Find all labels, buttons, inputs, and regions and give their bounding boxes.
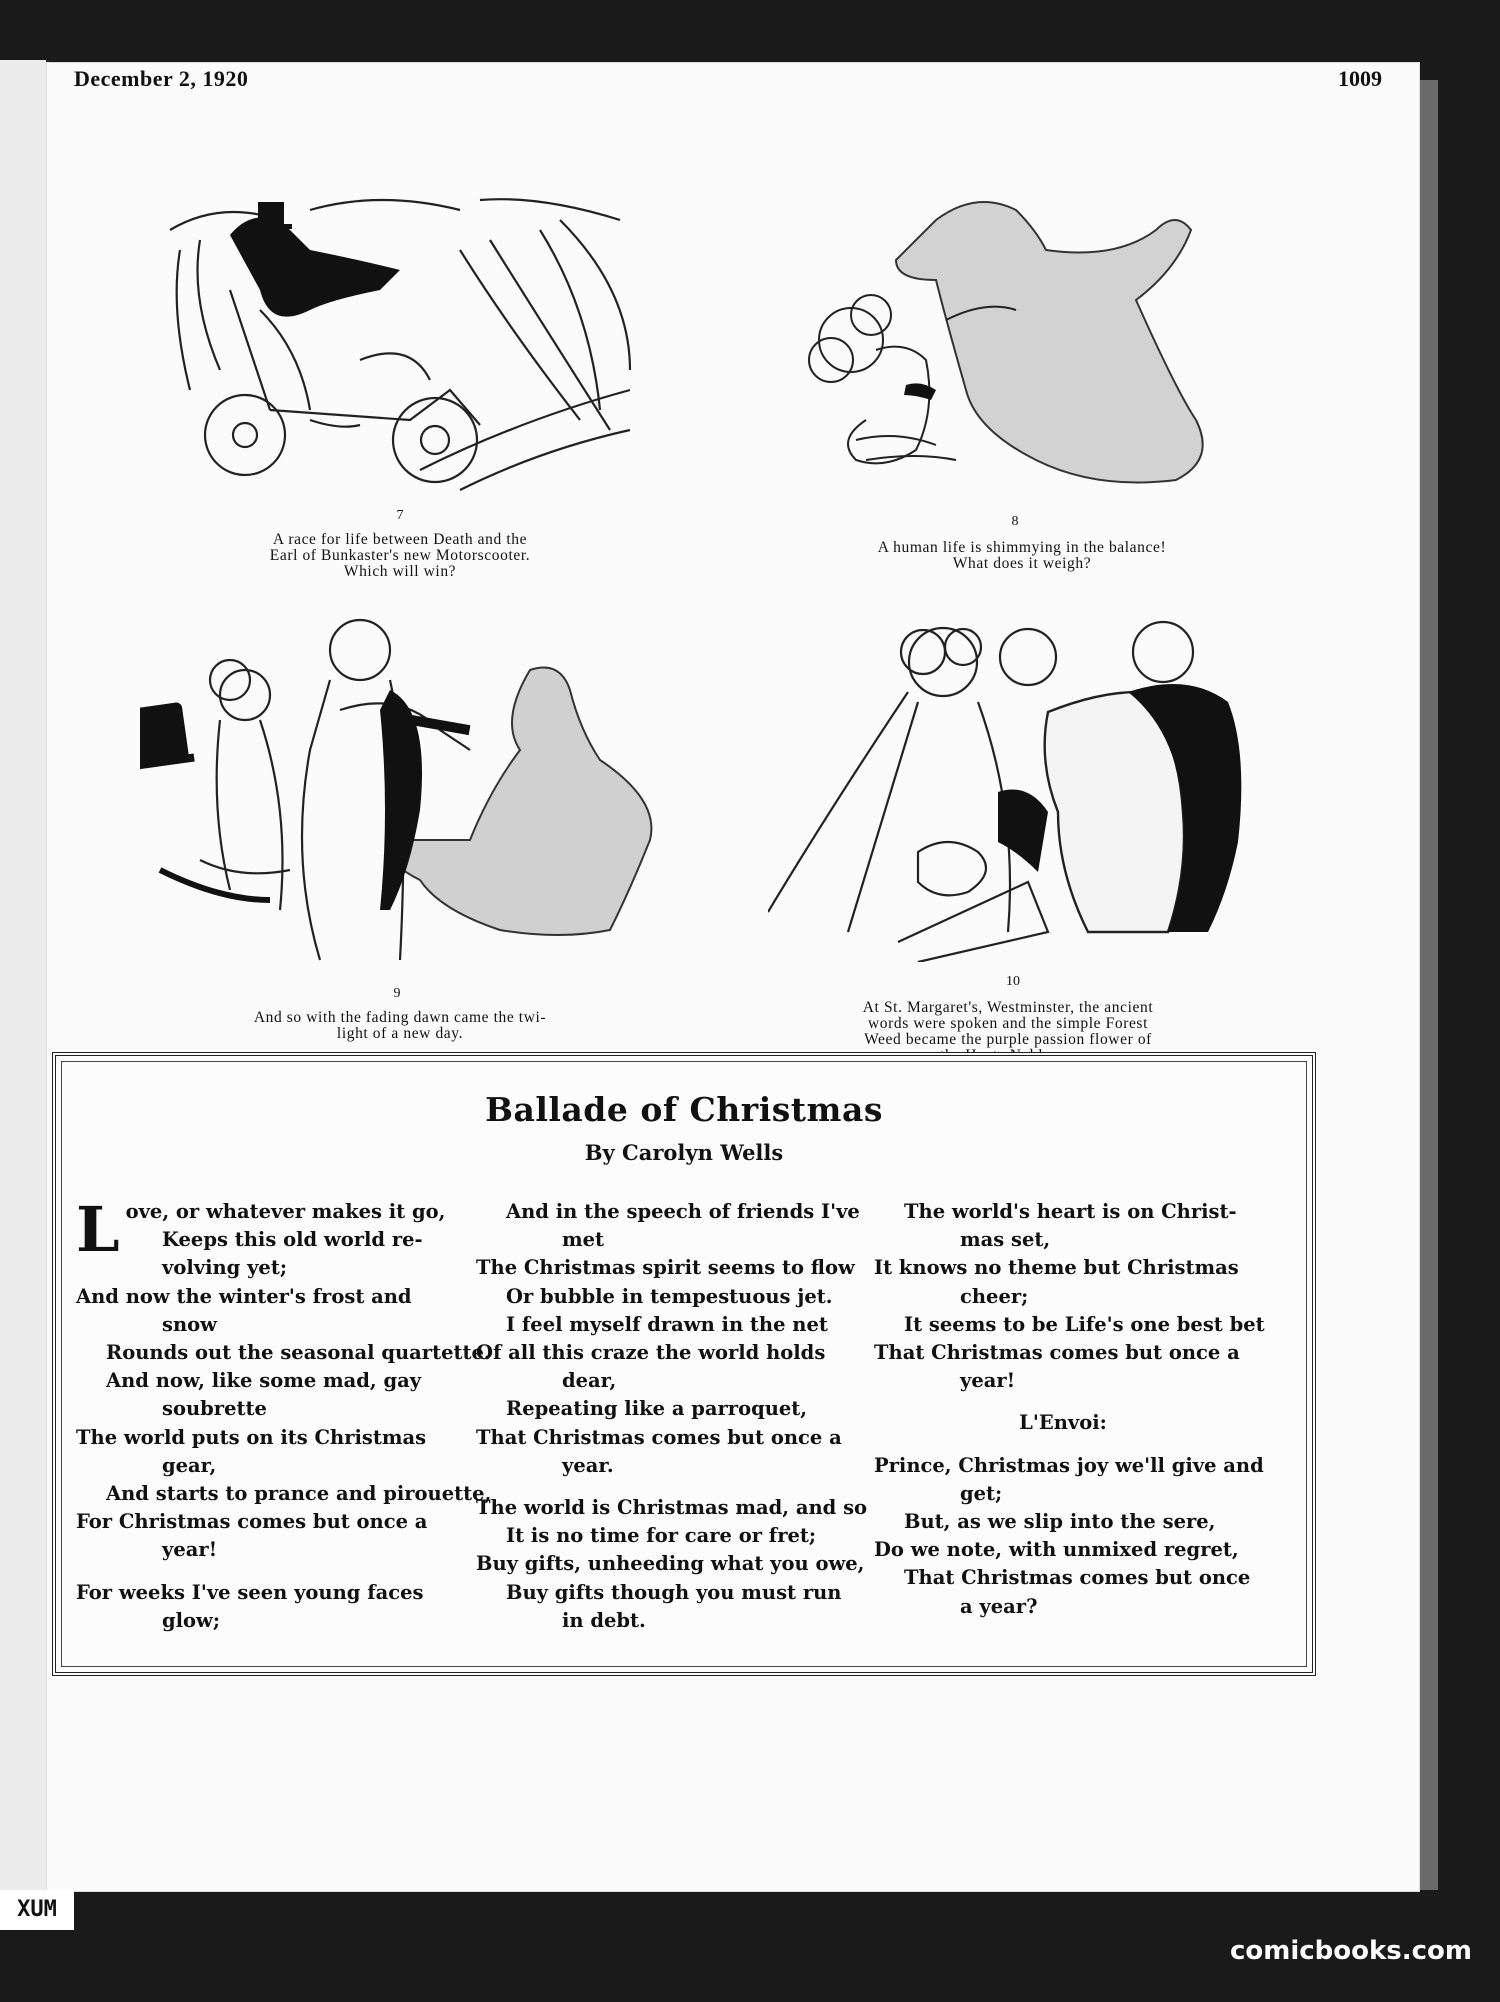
poem-line: Or bubble in tempestuous jet. (506, 1284, 833, 1308)
watermark: comicbooks.com (1229, 1936, 1472, 1966)
poem-line: And now, like some mad, gay (106, 1369, 422, 1393)
poem-line: And in the speech of friends I've (506, 1200, 860, 1223)
poem-dropcap: L (76, 1193, 120, 1266)
scan-left-edge (0, 60, 49, 1910)
poem-line: That Christmas comes but once (904, 1566, 1251, 1590)
poem-line: The world is Christmas mad, and so (476, 1496, 868, 1520)
poem-line: L'Envoi: (1019, 1411, 1107, 1435)
poem-line: year. (562, 1453, 614, 1477)
poem-line: Prince, Christmas joy we'll give and (874, 1453, 1264, 1477)
panel-7-number: 7 (396, 508, 404, 523)
poem-line: Buy gifts though you must run (506, 1580, 842, 1604)
poem-line: Of all this craze the world holds (476, 1341, 826, 1365)
poem-title: Ballade of Christmas (485, 1090, 883, 1129)
stanza-gap (874, 1395, 1252, 1409)
poem-line: in debt. (562, 1608, 646, 1632)
panel-8-number: 8 (1011, 514, 1019, 529)
poem-line: met (562, 1228, 605, 1252)
scan-edge-label: XUM (0, 1890, 74, 1930)
panel-10-number: 10 (1006, 974, 1020, 989)
scan-right-edge (1420, 80, 1438, 1890)
poem-line: It is no time for care or fret; (506, 1524, 817, 1548)
poem-column-2 (476, 1198, 868, 1635)
poem-line: a year? (960, 1594, 1038, 1618)
poem-column-1 (76, 1193, 492, 1635)
poem-line: get; (960, 1481, 1003, 1505)
illustration-9-pistol-wolf (140, 610, 680, 990)
illustration-8-wolf-attack (796, 190, 1236, 500)
panel-10-caption: At St. Margaret's, Westminster, the ancient words were spoken and the simple Forest Weed became the purple passion flower of (862, 999, 1154, 1048)
poem-line: mas set, (960, 1228, 1051, 1252)
poem-author: By Carolyn Wells (584, 1140, 784, 1165)
poem-line: And now the winter's frost and (76, 1284, 412, 1308)
poem-line: glow; (162, 1608, 221, 1632)
poem-line: Repeating like a parroquet, (506, 1397, 808, 1421)
poem-line: Do we note, with unmixed regret, (874, 1538, 1239, 1562)
poem-line: The world's heart is on Christ- (904, 1200, 1237, 1223)
stanza-gap (874, 1438, 1252, 1452)
poem-line: Keeps this old world re- (162, 1228, 423, 1252)
panel-8-caption: A human life is shimmying in the balance! What does it weigh? (877, 539, 1167, 572)
page-number: 1009 (1338, 66, 1382, 91)
stanza-gap (476, 1480, 854, 1494)
poem-line: It seems to be Life's one best bet (904, 1312, 1265, 1336)
poem-box (52, 1052, 1316, 1676)
poem-line: That Christmas comes but once a (476, 1425, 842, 1449)
poem-line: gear, (162, 1453, 217, 1477)
poem-line: cheer; (960, 1284, 1029, 1308)
poem-line: Rounds out the seasonal quartette. (106, 1341, 491, 1365)
panel-9-number: 9 (393, 986, 401, 1001)
issue-date: December 2, 1920 (74, 66, 249, 91)
illustration-10-wedding (768, 612, 1268, 962)
poem-line: That Christmas comes but once a (874, 1341, 1240, 1365)
poem-line: Buy gifts, unheeding what you owe, (476, 1552, 865, 1576)
poem-line: snow (162, 1312, 217, 1336)
poem-line: And starts to prance and pirouette, (106, 1482, 492, 1506)
poem-line: For weeks I've seen young faces (76, 1580, 424, 1604)
poem-column-3 (874, 1198, 1265, 1621)
poem-line: dear, (562, 1369, 617, 1393)
poem-line: I feel myself drawn in the net (506, 1312, 828, 1336)
poem-line: But, as we slip into the sere, (904, 1510, 1216, 1534)
poem-line: ove, or whatever makes it go, (125, 1200, 446, 1223)
stanza-gap (76, 1565, 454, 1579)
poem-line: It knows no theme but Christmas (874, 1256, 1239, 1280)
poem-line: soubrette (162, 1397, 267, 1421)
poem-line: The world puts on its Christmas (76, 1425, 427, 1449)
panel-7-caption: A race for life between Death and the Earl of Bunkaster's new Motorscooter. Which will win? (269, 531, 531, 580)
poem-line: year! (960, 1369, 1016, 1393)
poem-line: The Christmas spirit seems to flow (476, 1256, 855, 1280)
panel-9-caption: And so with the fading dawn came the twi- light of a new day. (253, 1009, 547, 1042)
poem-line: For Christmas comes but once a (76, 1510, 428, 1534)
illustration-7-motorscooter (160, 190, 640, 500)
poem-line: year! (162, 1538, 218, 1562)
poem-line: volving yet; (162, 1256, 288, 1280)
